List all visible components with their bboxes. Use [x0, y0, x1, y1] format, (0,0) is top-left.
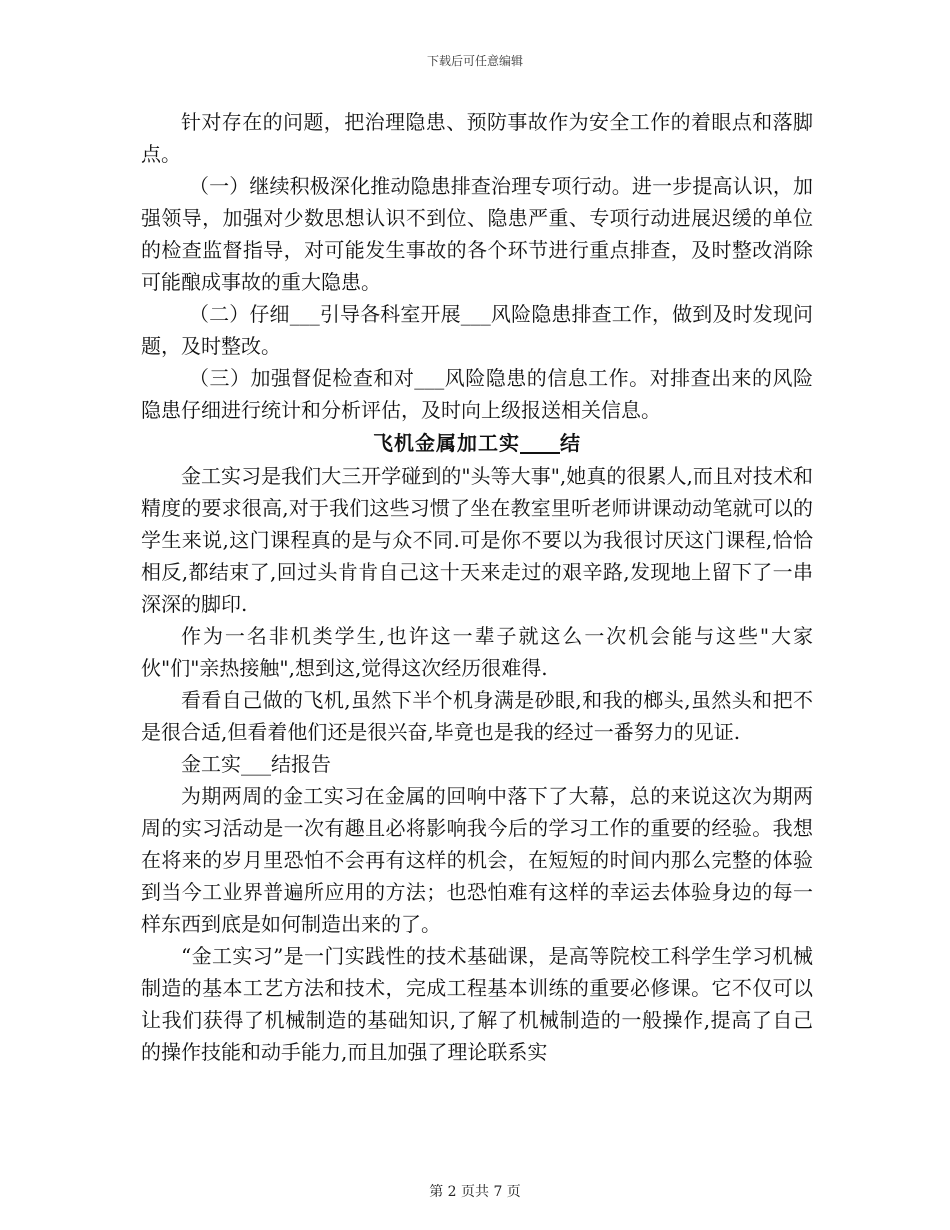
paragraph: 为期两周的金工实习在金属的回响中落下了大幕，总的来说这次为期两周的实习活动是一次有趣且必将影响我今后的学习工作的重要的经验。我想在将来的岁月里恐怕不会再有这样的机会，在短短的时间内那么完整的体验到当今工业界普遍所应用的方法；也恐怕难有这样的幸运去体验身边的每一样东西到底是如何制造出来的了。	[141, 784, 813, 936]
section-title	[141, 426, 813, 460]
paragraph: 看看自己做的飞机,虽然下半个机身满是砂眼,和我的榔头,虽然头和把不是很合适,但看着他们还是很兴奋,毕竟也是我的经过一番努力的见证.	[141, 688, 813, 744]
section-title-part1: 飞机金属加工实	[373, 431, 520, 455]
paragraph: 金工实习是我们大三开学碰到的"头等大事",她真的很累人,而且对技术和精度的要求很高,对于我们这些习惯了坐在教室里听老师讲课动动笔就可以的学生来说,这门课程真的是与众不同.可是你不要以为我很讨厌这门课程,恰恰相反,都结束了,回过头肯肯自己这十天来走过的艰辛路,发现地上留下了一串深深的脚印.	[141, 464, 813, 616]
section-title-part2: 结	[560, 431, 581, 455]
paragraph: （一）继续积极深化推动隐患排查治理专项行动。进一步提高认识，加强领导，加强对少数思想认识不到位、隐患严重、专项行动进展迟缓的单位的检查监督指导，对可能发生事故的各个环节进行重点排查，及时整改消除可能酿成事故的重大隐患。	[141, 174, 813, 294]
title-blank	[520, 432, 560, 454]
paragraph: （二）仔细___引导各科室开展___风险隐患排查工作，做到及时发现问题，及时整改。	[141, 302, 813, 358]
subheading: 金工实___结报告	[181, 752, 331, 776]
paragraph: 作为一名非机类学生,也许这一辈子就这么一次机会能与这些"大家伙"们"亲热接触",想到这,觉得这次经历很难得.	[141, 624, 813, 680]
paragraph: “金工实习”是一门实践性的技术基础课，是高等院校工科学生学习机械制造的基本工艺方法和技术，完成工程基本训练的重要必修课。它不仅可以让我们获得了机械制造的基础知识,了解了机械制造的一般操作,提高了自己的操作技能和动手能力,而且加强了理论联系实	[141, 944, 813, 1064]
page-header: 下载后可任意编辑	[426, 54, 523, 68]
page-footer: 第 2 页共 7 页	[429, 1184, 521, 1200]
paragraph: 针对存在的问题，把治理隐患、预防事故作为安全工作的着眼点和落脚点。	[141, 110, 813, 166]
paragraph: （三）加强督促检查和对___风险隐患的信息工作。对排查出来的风险隐患仔细进行统计和分析评估，及时向上级报送相关信息。	[141, 366, 813, 422]
document-body	[141, 106, 813, 1068]
